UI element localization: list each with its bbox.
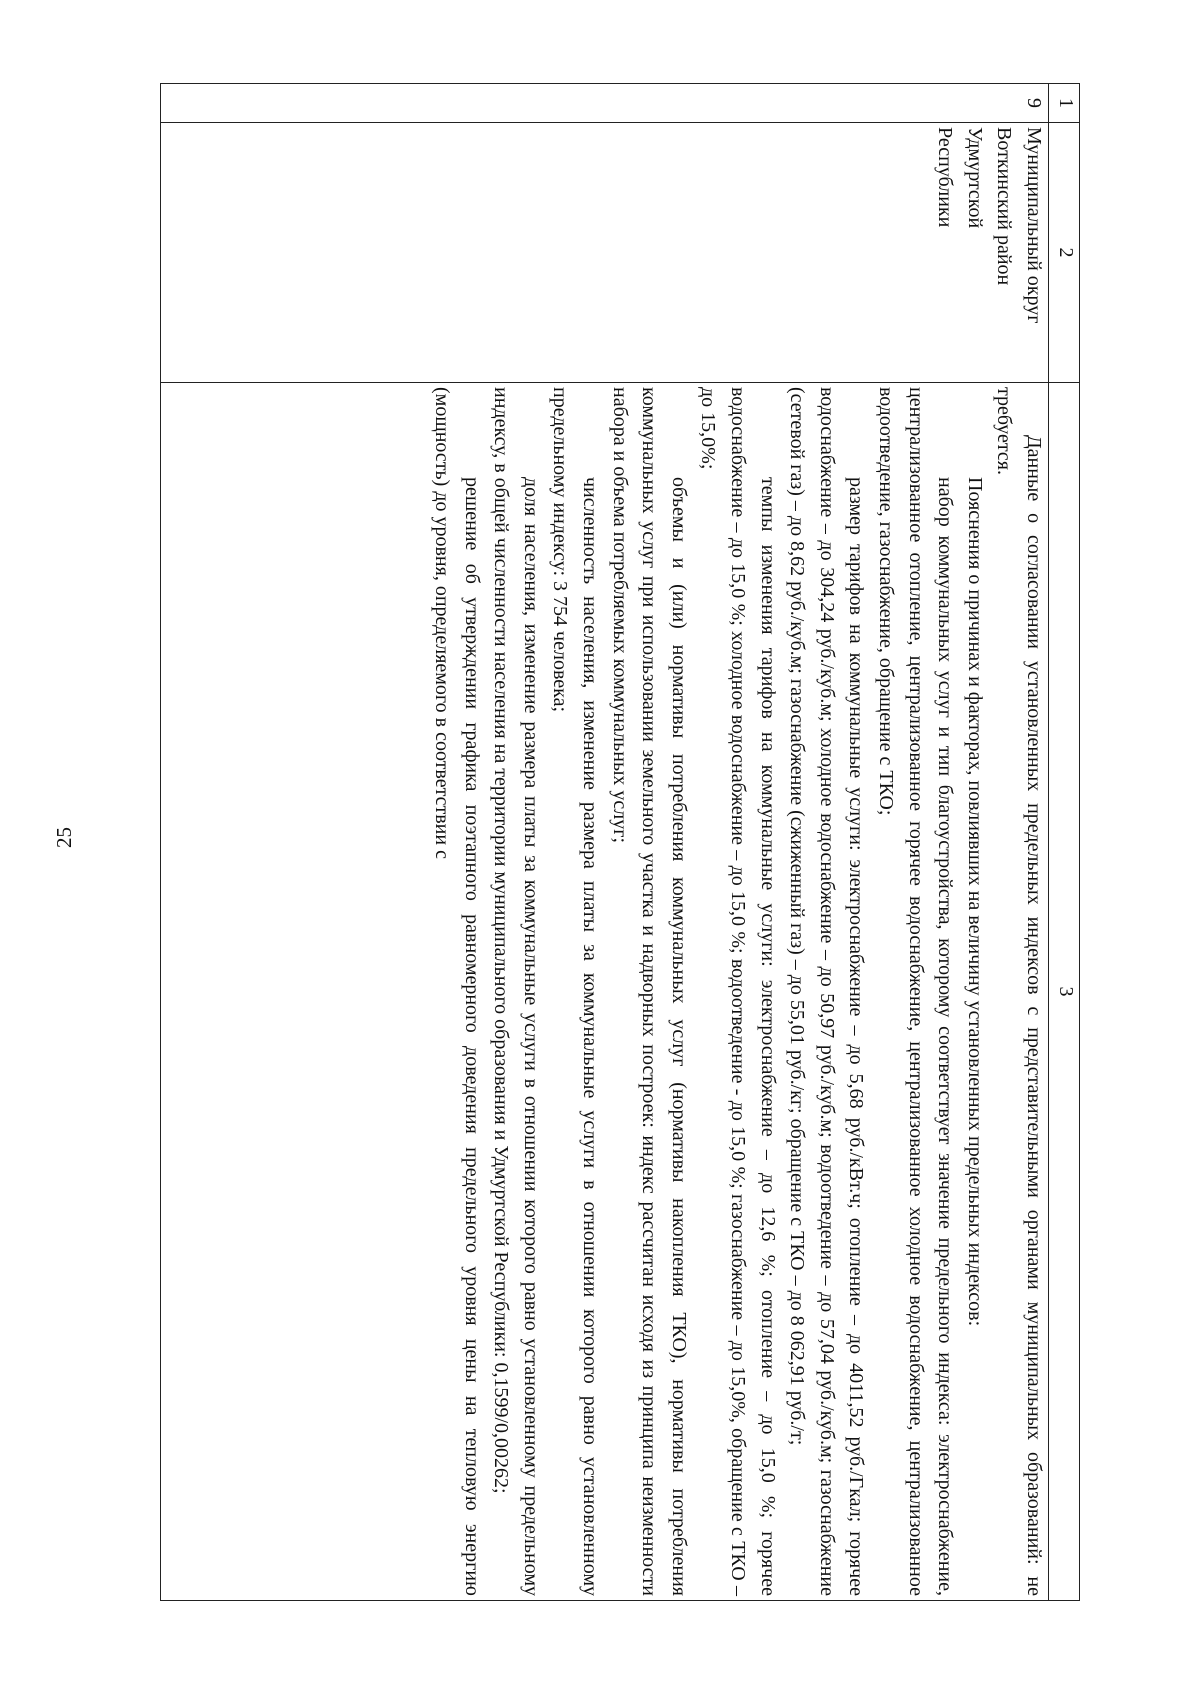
paragraph-population-share: доля населения, изменение размера платы за коммунальные услуги в отношении которого равно установленному предельному индексу, в общей численности населения на территории муниципального образования и Удмуртской Республики: 0,1599/0,00262; — [490, 387, 542, 1596]
municipality-line: Воткинский район — [993, 127, 1016, 286]
paragraph-approval: Данные о согласовании установленных предельных индексов с представительными органами муниципальных образований: не требуется. — [993, 387, 1045, 1596]
header-col-2: 2 — [1049, 123, 1080, 383]
paragraph-heat-price: решение об утверждении графика поэтапного равномерного доведения предельного уровня цены на тепловую энергию (мощность) до уровня, определяемого в соответствии с — [431, 387, 483, 1596]
municipality-line: Муниципальный округ — [1023, 127, 1045, 324]
paragraph-consumption: объемы и (или) нормативы потребления коммунальных услуг (нормативы накопления ТКО), нормативы потребления коммунальных услуг при использовании земельного участка и надворных построек: индекс рассчитан исходя из принципа неизменности набора и объема потребляемых коммунальных услуг; — [608, 387, 690, 1596]
table-container — [160, 83, 1080, 1601]
index-table — [160, 83, 1080, 1601]
page-number: 25 — [52, 827, 76, 848]
details-cell — [161, 383, 1049, 1601]
paragraph-explanations: Пояснения о причинах и факторах, повлиявших на величину установленных предельных индексов: — [963, 477, 986, 1327]
table-row — [161, 84, 1049, 1601]
municipality-cell — [161, 123, 1049, 383]
paragraph-services-set: набор коммунальных услуг и тип благоустройства, которому соответствует значение предельного индекса: электроснабжение, централизованное отопление, централизованное горячее водоснабжение, централизованное холодное водоснабжение, централизованное водоотведение, газоснабжение, обращение с ТКО; — [875, 387, 957, 1596]
row-number: 9 — [161, 84, 1049, 123]
header-col-1: 1 — [1049, 84, 1080, 123]
header-col-3: 3 — [1049, 383, 1080, 1601]
table-header-row — [1049, 84, 1080, 1601]
paragraph-population: численность населения, изменение размера платы за коммунальные услуги в отношении которого равно установленному предельному индексу: 3 754 человека; — [549, 387, 602, 1596]
paragraph-tariffs: размер тарифов на коммунальные услуги: электроснабжение – до 5,68 руб./кВт.ч; отопление – до 4011,52 руб./Гкал; горячее водоснабжение – до 304,24 руб./куб.м; холодное водоснабжение – до 50,97 руб./куб.м; водоотведение – до 57,04 руб./куб.м; газоснабжение (сетевой газ) – до 8,62 руб./куб.м; газоснабжение (сжиженный газ) – до 55,01 руб./кг; обращение с ТКО – до 8 062,91 руб./т; — [786, 387, 868, 1596]
municipality-line: Удмуртской — [963, 127, 986, 229]
paragraph-tariff-growth: темпы изменения тарифов на коммунальные услуги: электроснабжение – до 12,6 %; отопление – до 15,0 %; горячее водоснабжение – до 15,0 %; холодное водоснабжение – до 15,0 %; водоотведение - до 15,0 %; газоснабжение – до 15,0%, обращение с ТКО – до 15,0%; — [697, 387, 779, 1596]
municipality-line: Республики — [934, 127, 957, 228]
